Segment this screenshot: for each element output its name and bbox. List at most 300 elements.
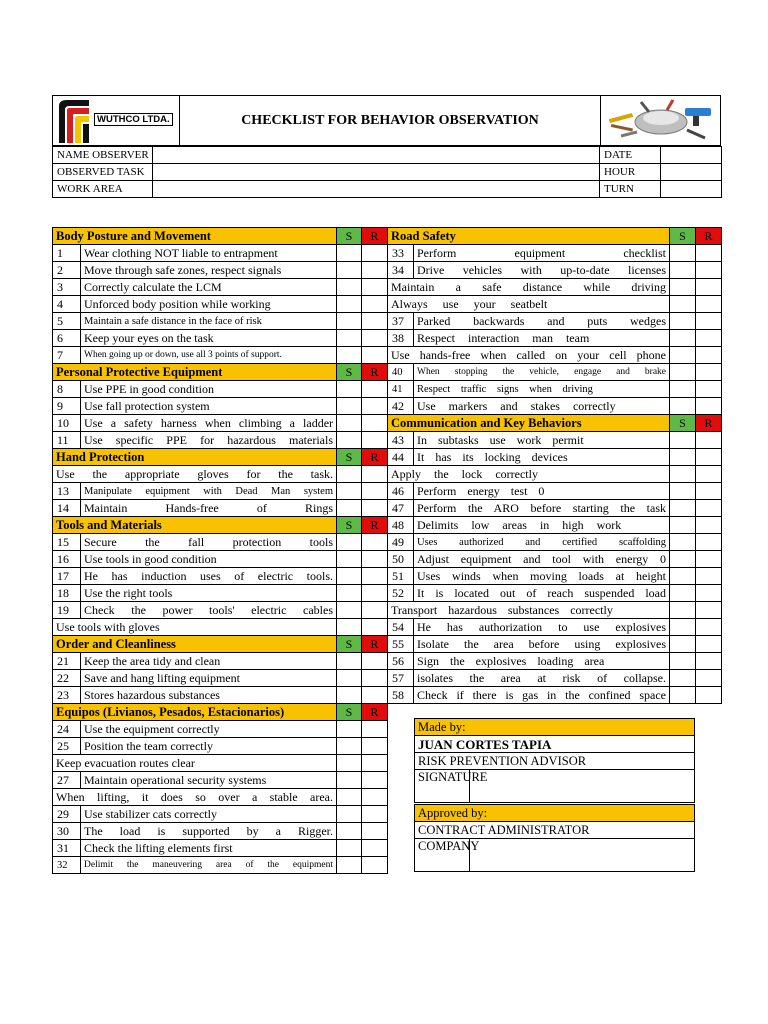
checklist-row: [53, 568, 388, 585]
r-checkbox[interactable]: [696, 585, 722, 602]
r-checkbox[interactable]: [362, 755, 388, 772]
checklist-row: [53, 772, 388, 789]
made-by-role: RISK PREVENTION ADVISOR: [415, 753, 695, 770]
item-text: Perform the ARO before starting the task: [414, 500, 670, 517]
r-checkbox[interactable]: [696, 670, 722, 687]
r-checkbox[interactable]: [362, 330, 388, 347]
checklist-row: [388, 279, 722, 296]
s-checkbox[interactable]: [670, 449, 696, 466]
item-number: 24: [53, 721, 81, 738]
s-checkbox[interactable]: [670, 687, 696, 704]
r-checkbox[interactable]: [362, 415, 388, 432]
s-checkbox[interactable]: [670, 364, 696, 381]
left-checklist: [52, 227, 388, 874]
s-checkbox[interactable]: [337, 568, 362, 585]
r-mark: R: [362, 364, 388, 381]
turn-input[interactable]: [661, 181, 722, 198]
checklist-row: [388, 517, 722, 534]
section-header: [53, 636, 388, 653]
s-checkbox[interactable]: [337, 296, 362, 313]
r-checkbox[interactable]: [696, 398, 722, 415]
checklist-row: [388, 636, 722, 653]
s-checkbox[interactable]: [670, 500, 696, 517]
item-text: Save and hang lifting equipment: [81, 670, 337, 687]
checklist-row: [53, 330, 388, 347]
checklist-row: [388, 313, 722, 330]
item-number: 44: [388, 449, 414, 466]
r-checkbox[interactable]: [696, 636, 722, 653]
s-checkbox[interactable]: [670, 483, 696, 500]
s-checkbox[interactable]: [337, 347, 362, 364]
r-checkbox[interactable]: [362, 466, 388, 483]
item-text: Secure the fall protection tools: [81, 534, 337, 551]
r-checkbox[interactable]: [696, 534, 722, 551]
s-checkbox[interactable]: [337, 245, 362, 262]
s-mark: S: [670, 415, 696, 432]
s-checkbox[interactable]: [670, 262, 696, 279]
item-text: Use the equipment correctly: [81, 721, 337, 738]
item-number: 56: [388, 653, 414, 670]
item-text: Stores hazardous substances: [81, 687, 337, 704]
r-checkbox[interactable]: [696, 687, 722, 704]
s-checkbox[interactable]: [337, 823, 362, 840]
company-label: COMPANY: [415, 839, 470, 872]
tools-icon: [601, 96, 721, 145]
item-text: Use PPE in good condition: [81, 381, 337, 398]
checklist-row: [388, 449, 722, 466]
item-text: Use the appropriate gloves for the task.: [53, 466, 337, 483]
r-checkbox[interactable]: [696, 653, 722, 670]
s-checkbox[interactable]: [337, 772, 362, 789]
r-checkbox[interactable]: [696, 313, 722, 330]
r-checkbox[interactable]: [696, 330, 722, 347]
item-text: He has authorization to use explosives: [414, 619, 670, 636]
r-checkbox[interactable]: [362, 551, 388, 568]
r-checkbox[interactable]: [696, 449, 722, 466]
r-checkbox[interactable]: [696, 466, 722, 483]
item-text: Transport hazardous substances correctly: [388, 602, 670, 619]
s-checkbox[interactable]: [337, 755, 362, 772]
right-checklist: [387, 227, 722, 704]
item-text: Maintain operational security systems: [81, 772, 337, 789]
checklist-row: [53, 313, 388, 330]
s-checkbox[interactable]: [337, 687, 362, 704]
item-number: 2: [53, 262, 81, 279]
item-text: Unforced body position while working: [81, 296, 337, 313]
checklist-row: [53, 381, 388, 398]
work-area-input[interactable]: [153, 181, 600, 198]
r-checkbox[interactable]: [696, 347, 722, 364]
item-text: Check if there is gas in the confined space: [414, 687, 670, 704]
checklist-row: [388, 466, 722, 483]
s-checkbox[interactable]: [337, 313, 362, 330]
item-number: 14: [53, 500, 81, 517]
r-checkbox[interactable]: [362, 534, 388, 551]
s-checkbox[interactable]: [670, 602, 696, 619]
item-text: When going up or down, use all 3 points of support.: [81, 347, 337, 364]
s-checkbox[interactable]: [337, 840, 362, 857]
checklist-row: [53, 738, 388, 755]
r-checkbox[interactable]: [362, 857, 388, 874]
section-header: [53, 517, 388, 534]
item-text: isolates the area at risk of collapse.: [414, 670, 670, 687]
r-mark: R: [362, 228, 388, 245]
checklist-row: [53, 466, 388, 483]
r-mark: R: [696, 415, 722, 432]
item-text: Parked backwards and puts wedges: [414, 313, 670, 330]
item-number: 15: [53, 534, 81, 551]
r-checkbox[interactable]: [362, 279, 388, 296]
name-observer-label: NAME OBSERVER: [53, 147, 153, 164]
turn-label: TURN: [600, 181, 661, 198]
r-checkbox[interactable]: [362, 789, 388, 806]
r-checkbox[interactable]: [696, 296, 722, 313]
s-checkbox[interactable]: [337, 381, 362, 398]
r-checkbox[interactable]: [696, 517, 722, 534]
r-mark: R: [696, 228, 722, 245]
item-number: 23: [53, 687, 81, 704]
r-checkbox[interactable]: [696, 279, 722, 296]
s-checkbox[interactable]: [337, 432, 362, 449]
checklist-row: [388, 551, 722, 568]
item-number: 13: [53, 483, 81, 500]
checklist-row: [53, 857, 388, 874]
item-text: In subtasks use work permit: [414, 432, 670, 449]
r-checkbox[interactable]: [362, 262, 388, 279]
item-number: 16: [53, 551, 81, 568]
r-checkbox[interactable]: [362, 245, 388, 262]
name-observer-input[interactable]: [153, 147, 600, 164]
item-number: 57: [388, 670, 414, 687]
s-checkbox[interactable]: [670, 245, 696, 262]
observed-task-input[interactable]: [153, 164, 600, 181]
checklist-row: [388, 296, 722, 313]
section-header: [388, 228, 722, 245]
r-checkbox[interactable]: [696, 551, 722, 568]
item-number: 17: [53, 568, 81, 585]
checklist-row: [388, 245, 722, 262]
item-number: 51: [388, 568, 414, 585]
s-checkbox[interactable]: [337, 585, 362, 602]
observer-fields: [52, 146, 722, 198]
checklist-row: [53, 262, 388, 279]
item-text: Manipulate equipment with Dead Man system: [81, 483, 337, 500]
section-title: Tools and Materials: [53, 517, 337, 534]
r-checkbox[interactable]: [362, 568, 388, 585]
r-checkbox[interactable]: [362, 432, 388, 449]
r-checkbox[interactable]: [362, 483, 388, 500]
item-text: Sign the explosives loading area: [414, 653, 670, 670]
item-text: Perform equipment checklist: [414, 245, 670, 262]
s-checkbox[interactable]: [670, 653, 696, 670]
item-text: Respect traffic signs when driving: [414, 381, 670, 398]
checklist-row: [53, 296, 388, 313]
s-checkbox[interactable]: [337, 415, 362, 432]
item-number: 33: [388, 245, 414, 262]
item-text: Delimit the maneuvering area of the equipment: [81, 857, 337, 874]
s-checkbox[interactable]: [337, 398, 362, 415]
checklist-row: [53, 347, 388, 364]
item-text: Maintain a safe distance in the face of risk: [81, 313, 337, 330]
item-number: 40: [388, 364, 414, 381]
item-number: 7: [53, 347, 81, 364]
r-checkbox[interactable]: [696, 432, 722, 449]
r-checkbox[interactable]: [362, 840, 388, 857]
checklist-row: [53, 279, 388, 296]
made-by-box: [414, 718, 695, 803]
s-checkbox[interactable]: [337, 279, 362, 296]
s-mark: S: [337, 364, 362, 381]
item-text: Maintain a safe distance while driving: [388, 279, 670, 296]
item-text: Delimits low areas in high work: [414, 517, 670, 534]
item-number: 55: [388, 636, 414, 653]
item-text: When lifting, it does so over a stable area.: [53, 789, 337, 806]
s-mark: S: [337, 704, 362, 721]
r-checkbox[interactable]: [362, 398, 388, 415]
item-number: 34: [388, 262, 414, 279]
item-number: 10: [53, 415, 81, 432]
r-checkbox[interactable]: [362, 500, 388, 517]
logo-cell: [53, 96, 180, 145]
s-checkbox[interactable]: [337, 602, 362, 619]
s-checkbox[interactable]: [337, 857, 362, 874]
item-text: Use markers and stakes correctly: [414, 398, 670, 415]
item-number: 9: [53, 398, 81, 415]
s-checkbox[interactable]: [670, 619, 696, 636]
r-checkbox[interactable]: [362, 738, 388, 755]
s-checkbox[interactable]: [670, 670, 696, 687]
s-checkbox[interactable]: [337, 670, 362, 687]
hour-label: HOUR: [600, 164, 661, 181]
s-checkbox[interactable]: [670, 636, 696, 653]
checklist-row: [388, 534, 722, 551]
item-number: 8: [53, 381, 81, 398]
r-checkbox[interactable]: [362, 619, 388, 636]
s-checkbox[interactable]: [670, 517, 696, 534]
item-number: 21: [53, 653, 81, 670]
checklist-row: [53, 483, 388, 500]
item-number: 37: [388, 313, 414, 330]
item-number: 6: [53, 330, 81, 347]
r-checkbox[interactable]: [362, 347, 388, 364]
section-title: Equipos (Livianos, Pesados, Estacionarios): [53, 704, 337, 721]
section-title: Order and Cleanliness: [53, 636, 337, 653]
section-title: Body Posture and Movement: [53, 228, 337, 245]
made-by-label: Made by:: [415, 719, 695, 736]
item-number: 54: [388, 619, 414, 636]
date-label: DATE: [600, 147, 661, 164]
s-checkbox[interactable]: [670, 347, 696, 364]
item-text: He has induction uses of electric tools.: [81, 568, 337, 585]
s-checkbox[interactable]: [337, 500, 362, 517]
work-area-label: WORK AREA: [53, 181, 153, 198]
s-mark: S: [670, 228, 696, 245]
r-checkbox[interactable]: [362, 670, 388, 687]
s-checkbox[interactable]: [670, 296, 696, 313]
signature-label: SIGNATURE: [415, 770, 470, 803]
checklist-row: [388, 381, 722, 398]
item-text: Respect interaction man team: [414, 330, 670, 347]
hour-input[interactable]: [661, 164, 722, 181]
r-checkbox[interactable]: [696, 568, 722, 585]
r-checkbox[interactable]: [362, 687, 388, 704]
section-title: Personal Protective Equipment: [53, 364, 337, 381]
item-text: Use the right tools: [81, 585, 337, 602]
checklist-row: [53, 585, 388, 602]
s-checkbox[interactable]: [670, 551, 696, 568]
item-text: Keep evacuation routes clear: [53, 755, 337, 772]
header: [52, 95, 721, 146]
item-number: 18: [53, 585, 81, 602]
item-text: It has its locking devices: [414, 449, 670, 466]
checklist-row: [53, 823, 388, 840]
item-number: 41: [388, 381, 414, 398]
checklist-row: [388, 262, 722, 279]
item-text: Use a safety harness when climbing a ladder: [81, 415, 337, 432]
s-checkbox[interactable]: [670, 466, 696, 483]
s-mark: S: [337, 449, 362, 466]
approved-by-box: [414, 804, 695, 872]
s-checkbox[interactable]: [337, 551, 362, 568]
checklist-row: [388, 500, 722, 517]
item-text: Check the lifting elements first: [81, 840, 337, 857]
item-number: 52: [388, 585, 414, 602]
checklist-row: [53, 653, 388, 670]
item-number: 48: [388, 517, 414, 534]
r-checkbox[interactable]: [362, 381, 388, 398]
r-checkbox[interactable]: [362, 602, 388, 619]
checklist-row: [53, 415, 388, 432]
item-number: 1: [53, 245, 81, 262]
item-text: Keep your eyes on the task: [81, 330, 337, 347]
checklist-row: [53, 500, 388, 517]
approved-by-role: CONTRACT ADMINISTRATOR: [415, 822, 695, 839]
s-checkbox[interactable]: [670, 313, 696, 330]
item-text: Correctly calculate the LCM: [81, 279, 337, 296]
signature-field[interactable]: [470, 770, 695, 803]
item-text: Check the power tools' electric cables: [81, 602, 337, 619]
s-mark: S: [337, 636, 362, 653]
s-checkbox[interactable]: [337, 619, 362, 636]
s-checkbox[interactable]: [670, 330, 696, 347]
r-checkbox[interactable]: [696, 619, 722, 636]
section-header: [53, 364, 388, 381]
r-checkbox[interactable]: [362, 721, 388, 738]
item-number: 19: [53, 602, 81, 619]
checklist-row: [388, 585, 722, 602]
s-checkbox[interactable]: [337, 721, 362, 738]
r-checkbox[interactable]: [696, 262, 722, 279]
observed-task-label: OBSERVED TASK: [53, 164, 153, 181]
checklist-row: [53, 721, 388, 738]
s-checkbox[interactable]: [337, 262, 362, 279]
r-checkbox[interactable]: [362, 823, 388, 840]
item-text: Always use your seatbelt: [388, 296, 670, 313]
item-text: Keep the area tidy and clean: [81, 653, 337, 670]
approved-by-label: Approved by:: [415, 805, 695, 822]
s-checkbox[interactable]: [337, 534, 362, 551]
checklist-row: [388, 347, 722, 364]
s-checkbox[interactable]: [337, 738, 362, 755]
r-checkbox[interactable]: [696, 500, 722, 517]
checklist-row: [388, 653, 722, 670]
item-text: Use hands-free when called on your cell phone: [388, 347, 670, 364]
r-checkbox[interactable]: [362, 653, 388, 670]
item-number: 4: [53, 296, 81, 313]
r-mark: R: [362, 517, 388, 534]
s-checkbox[interactable]: [670, 568, 696, 585]
item-number: 22: [53, 670, 81, 687]
date-input[interactable]: [661, 147, 722, 164]
item-text: Adjust equipment and tool with energy 0: [414, 551, 670, 568]
r-checkbox[interactable]: [362, 772, 388, 789]
checklist-row: [53, 602, 388, 619]
item-text: The load is supported by a Rigger.: [81, 823, 337, 840]
section-title: Road Safety: [388, 228, 670, 245]
s-checkbox[interactable]: [337, 466, 362, 483]
item-text: It is located out of reach suspended load: [414, 585, 670, 602]
s-checkbox[interactable]: [670, 432, 696, 449]
s-checkbox[interactable]: [670, 398, 696, 415]
checklist-row: [53, 551, 388, 568]
r-mark: R: [362, 636, 388, 653]
r-checkbox[interactable]: [696, 364, 722, 381]
checklist-row: [53, 432, 388, 449]
r-checkbox[interactable]: [696, 245, 722, 262]
r-checkbox[interactable]: [696, 483, 722, 500]
s-checkbox[interactable]: [670, 381, 696, 398]
section-header: [53, 449, 388, 466]
s-checkbox[interactable]: [670, 279, 696, 296]
checklist-row: [53, 755, 388, 772]
checklist-row: [388, 364, 722, 381]
s-checkbox[interactable]: [670, 534, 696, 551]
r-checkbox[interactable]: [696, 602, 722, 619]
item-number: 27: [53, 772, 81, 789]
checklist-row: [53, 398, 388, 415]
item-number: 30: [53, 823, 81, 840]
s-checkbox[interactable]: [337, 653, 362, 670]
s-checkbox[interactable]: [337, 789, 362, 806]
checklist-row: [53, 789, 388, 806]
checklist-row: [388, 330, 722, 347]
checklist-row: [53, 806, 388, 823]
r-checkbox[interactable]: [362, 296, 388, 313]
r-mark: R: [362, 449, 388, 466]
item-text: Maintain Hands-free of Rings: [81, 500, 337, 517]
made-by-name: JUAN CORTES TAPIA: [415, 736, 695, 753]
item-number: 42: [388, 398, 414, 415]
r-mark: R: [362, 704, 388, 721]
r-checkbox[interactable]: [362, 313, 388, 330]
item-number: 3: [53, 279, 81, 296]
item-number: 58: [388, 687, 414, 704]
item-text: Move through safe zones, respect signals: [81, 262, 337, 279]
s-checkbox[interactable]: [337, 330, 362, 347]
r-checkbox[interactable]: [696, 381, 722, 398]
s-checkbox[interactable]: [337, 483, 362, 500]
s-checkbox[interactable]: [670, 585, 696, 602]
checklist-row: [388, 568, 722, 585]
item-number: 43: [388, 432, 414, 449]
tools-image: [600, 96, 720, 145]
s-checkbox[interactable]: [337, 806, 362, 823]
r-checkbox[interactable]: [362, 585, 388, 602]
r-checkbox[interactable]: [362, 806, 388, 823]
checklist-row: [388, 602, 722, 619]
item-text: Use tools in good condition: [81, 551, 337, 568]
company-field[interactable]: [470, 839, 695, 872]
